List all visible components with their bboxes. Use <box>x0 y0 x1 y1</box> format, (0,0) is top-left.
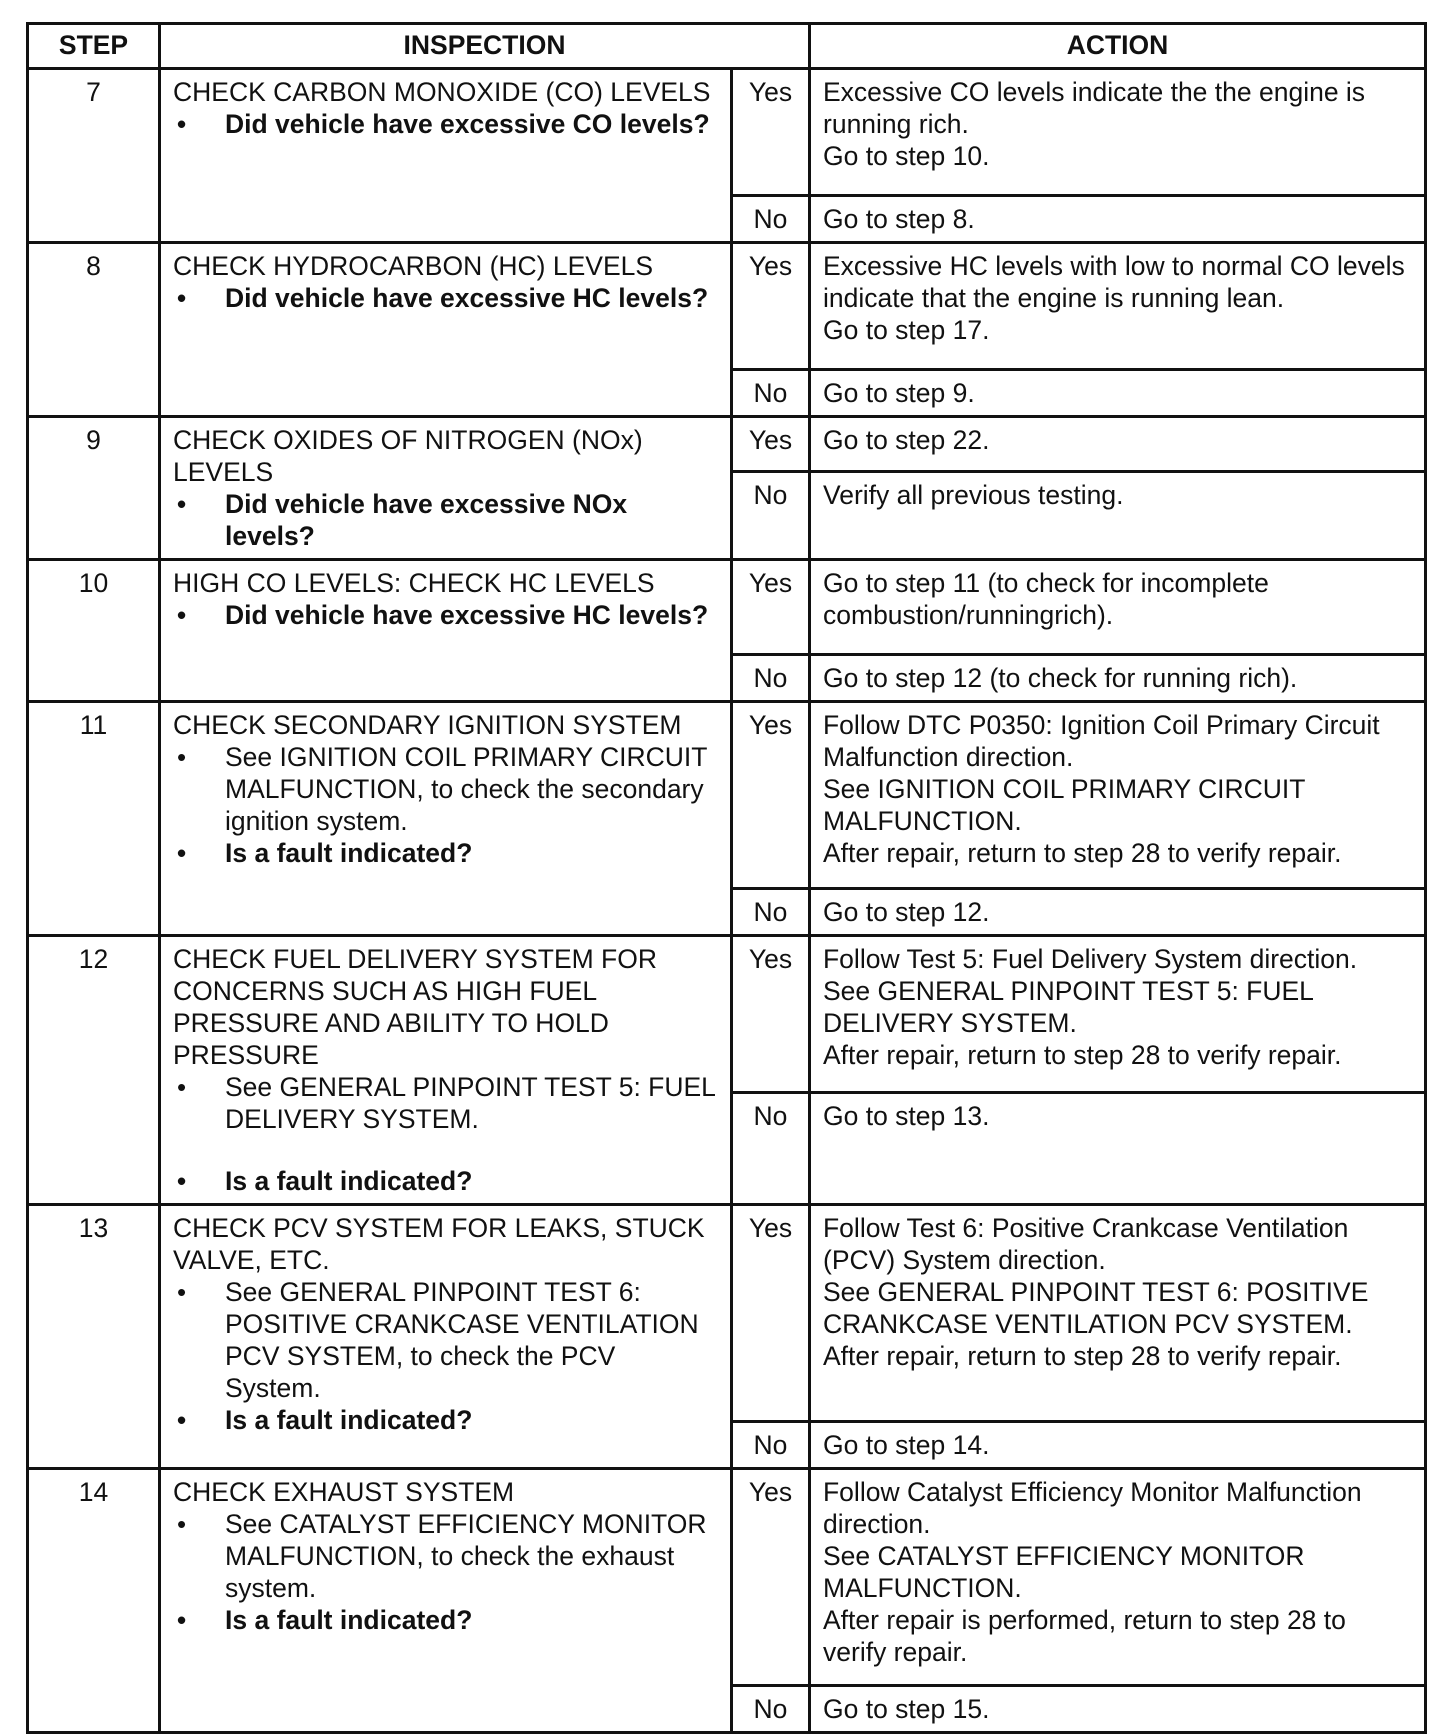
table-body <box>28 69 1426 1733</box>
action-line: Go to step 17. <box>823 315 990 345</box>
answer-yes: Yes <box>732 1205 810 1422</box>
action-line: Excessive HC levels with low to normal CO levels indicate that the engine is running lean. <box>823 251 1405 313</box>
inspection-cell <box>160 417 732 560</box>
action-line: Follow Catalyst Efficiency Monitor Malfunction direction. <box>823 1477 1362 1539</box>
step-number: 7 <box>28 69 160 243</box>
inspection-question: • Did vehicle have excessive HC levels? <box>173 282 718 314</box>
inspection-reference: • See GENERAL PINPOINT TEST 6: POSITIVE CRANKCASE VENTILATION PCV SYSTEM, to check the PCV System. <box>173 1276 718 1404</box>
answer-no: No <box>732 1422 810 1469</box>
inspection-bullets <box>173 1276 718 1436</box>
step-number: 10 <box>28 560 160 702</box>
action-line: See GENERAL PINPOINT TEST 5: FUEL DELIVERY SYSTEM. <box>823 976 1313 1038</box>
inspection-bullets <box>173 488 718 552</box>
action-line: After repair is performed, return to step 28 to verify repair. <box>823 1605 1346 1667</box>
action-line: Go to step 9. <box>823 378 975 408</box>
action-line: Follow DTC P0350: Ignition Coil Primary Circuit Malfunction direction. <box>823 710 1380 772</box>
inspection-reference: • See GENERAL PINPOINT TEST 5: FUEL DELIVERY SYSTEM. <box>173 1071 718 1135</box>
inspection-question: • Is a fault indicated? <box>173 837 718 869</box>
action-line: Go to step 8. <box>823 204 975 234</box>
action-no <box>810 1686 1426 1733</box>
step-number: 11 <box>28 702 160 936</box>
action-yes <box>810 1469 1426 1686</box>
answer-yes: Yes <box>732 560 810 655</box>
action-line: Go to step 22. <box>823 425 990 455</box>
inspection-question: • Is a fault indicated? <box>173 1165 718 1197</box>
inspection-title: CHECK OXIDES OF NITROGEN (NOx) LEVELS <box>173 425 643 487</box>
action-no <box>810 655 1426 702</box>
inspection-question: • Is a fault indicated? <box>173 1604 718 1636</box>
inspection-title: CHECK EXHAUST SYSTEM <box>173 1477 515 1507</box>
action-yes <box>810 69 1426 196</box>
header-action: ACTION <box>810 24 1426 69</box>
inspection-title: HIGH CO LEVELS: CHECK HC LEVELS <box>173 568 655 598</box>
table-row <box>28 417 1426 472</box>
action-line: Go to step 13. <box>823 1101 990 1131</box>
action-line: After repair, return to step 28 to verify repair. <box>823 1040 1342 1070</box>
inspection-cell <box>160 1205 732 1469</box>
action-yes <box>810 1205 1426 1422</box>
action-yes <box>810 417 1426 472</box>
answer-no: No <box>732 370 810 417</box>
action-no <box>810 1422 1426 1469</box>
inspection-bullets <box>173 108 718 140</box>
diagnostic-table-container <box>26 22 1424 1734</box>
action-yes <box>810 243 1426 370</box>
inspection-bullets <box>173 1508 718 1636</box>
action-yes <box>810 560 1426 655</box>
table-row <box>28 69 1426 196</box>
answer-no: No <box>732 655 810 702</box>
action-yes <box>810 936 1426 1093</box>
table-row <box>28 243 1426 370</box>
table-header-row <box>28 24 1426 69</box>
action-line: See GENERAL PINPOINT TEST 6: POSITIVE CRANKCASE VENTILATION PCV SYSTEM. <box>823 1277 1369 1339</box>
inspection-reference: • See IGNITION COIL PRIMARY CIRCUIT MALFUNCTION, to check the secondary ignition system. <box>173 741 718 837</box>
step-number: 13 <box>28 1205 160 1469</box>
action-line: Go to step 10. <box>823 141 990 171</box>
inspection-cell <box>160 243 732 417</box>
inspection-question: • Is a fault indicated? <box>173 1404 718 1436</box>
action-line: Excessive CO levels indicate the the engine is running rich. <box>823 77 1366 139</box>
inspection-bullets <box>173 741 718 869</box>
inspection-bullets <box>173 599 718 631</box>
answer-no: No <box>732 1093 810 1205</box>
inspection-question: • Did vehicle have excessive CO levels? <box>173 108 718 140</box>
inspection-title: CHECK SECONDARY IGNITION SYSTEM <box>173 710 682 740</box>
answer-no: No <box>732 1686 810 1733</box>
inspection-cell <box>160 1469 732 1733</box>
action-no <box>810 196 1426 243</box>
inspection-title: CHECK CARBON MONOXIDE (CO) LEVELS <box>173 77 711 107</box>
action-no <box>810 889 1426 936</box>
step-number: 12 <box>28 936 160 1205</box>
step-number: 14 <box>28 1469 160 1733</box>
action-line: Go to step 11 (to check for incomplete combustion/runningrich). <box>823 568 1269 630</box>
inspection-title: CHECK PCV SYSTEM FOR LEAKS, STUCK VALVE, ETC. <box>173 1213 705 1275</box>
inspection-title: CHECK FUEL DELIVERY SYSTEM FOR CONCERNS SUCH AS HIGH FUEL PRESSURE AND ABILITY TO HOLD PRESSURE <box>173 944 657 1070</box>
diagnostic-table <box>26 22 1427 1734</box>
answer-yes: Yes <box>732 1469 810 1686</box>
answer-yes: Yes <box>732 936 810 1093</box>
action-line: Go to step 15. <box>823 1694 990 1724</box>
inspection-bullets <box>173 1071 718 1197</box>
inspection-bullets <box>173 282 718 314</box>
action-line: See CATALYST EFFICIENCY MONITOR MALFUNCTION. <box>823 1541 1305 1603</box>
inspection-title: CHECK HYDROCARBON (HC) LEVELS <box>173 251 654 281</box>
step-number: 9 <box>28 417 160 560</box>
inspection-cell <box>160 702 732 936</box>
answer-yes: Yes <box>732 69 810 196</box>
answer-no: No <box>732 196 810 243</box>
table-row <box>28 936 1426 1093</box>
step-number: 8 <box>28 243 160 417</box>
action-line: After repair, return to step 28 to verify repair. <box>823 1341 1342 1371</box>
action-no <box>810 472 1426 560</box>
action-line: See IGNITION COIL PRIMARY CIRCUIT MALFUNCTION. <box>823 774 1306 836</box>
answer-no: No <box>732 472 810 560</box>
answer-no: No <box>732 889 810 936</box>
action-line: Go to step 14. <box>823 1430 990 1460</box>
action-line: Go to step 12 (to check for running rich). <box>823 663 1298 693</box>
table-row <box>28 560 1426 655</box>
inspection-cell <box>160 69 732 243</box>
action-line: Follow Test 5: Fuel Delivery System direction. <box>823 944 1358 974</box>
table-row <box>28 1205 1426 1422</box>
action-line: Go to step 12. <box>823 897 990 927</box>
inspection-question: • Did vehicle have excessive NOx levels? <box>173 488 718 552</box>
answer-yes: Yes <box>732 417 810 472</box>
table-row <box>28 1469 1426 1686</box>
inspection-question: • Did vehicle have excessive HC levels? <box>173 599 718 631</box>
inspection-cell <box>160 936 732 1205</box>
action-line: After repair, return to step 28 to verify repair. <box>823 838 1342 868</box>
answer-yes: Yes <box>732 702 810 889</box>
action-line: Follow Test 6: Positive Crankcase Ventilation (PCV) System direction. <box>823 1213 1349 1275</box>
table-row <box>28 702 1426 889</box>
inspection-reference: • See CATALYST EFFICIENCY MONITOR MALFUNCTION, to check the exhaust system. <box>173 1508 718 1604</box>
inspection-cell <box>160 560 732 702</box>
action-yes <box>810 702 1426 889</box>
action-no <box>810 1093 1426 1205</box>
answer-yes: Yes <box>732 243 810 370</box>
action-line: Verify all previous testing. <box>823 480 1124 510</box>
header-step: STEP <box>28 24 160 69</box>
action-no <box>810 370 1426 417</box>
header-inspection: INSPECTION <box>160 24 810 69</box>
